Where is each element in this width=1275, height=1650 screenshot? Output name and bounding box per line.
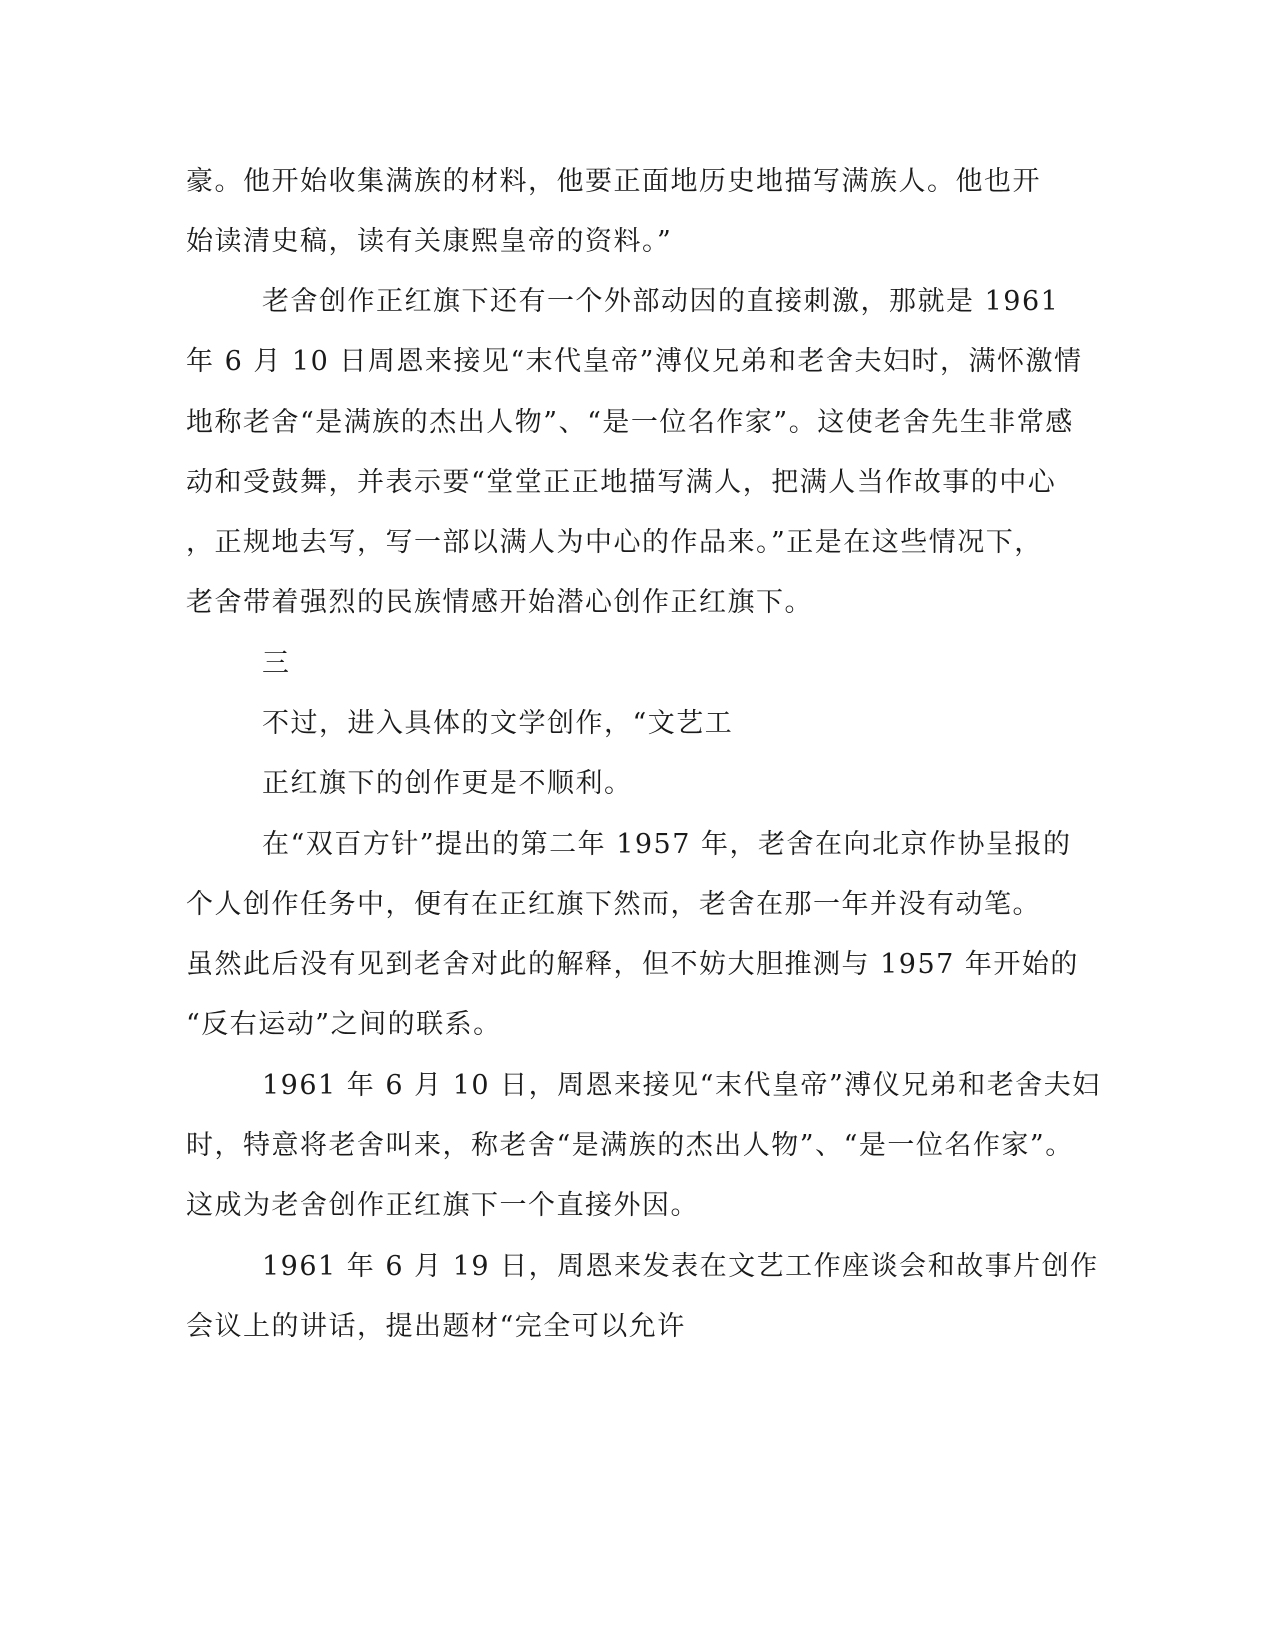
text-line [0, 1186, 1275, 1226]
text-line [0, 945, 1275, 985]
line-text: 老舍带着强烈的民族情感开始潜心创作正红旗下。 [186, 587, 813, 618]
text-line [0, 1005, 1275, 1045]
text-line [0, 1307, 1275, 1347]
line-text: 1961 年 6 月 10 日，周恩来接见“末代皇帝”溥仪兄弟和老舍夫妇 [262, 1070, 1101, 1101]
line-text: 正红旗下的创作更是不顺利。 [262, 768, 633, 799]
text-line [0, 764, 1275, 804]
text-line [0, 704, 1275, 744]
line-text: 老舍创作正红旗下还有一个外部动因的直接刺激，那就是 1961 [262, 286, 1060, 317]
line-text: 始读清史稿，读有关康熙皇帝的资料。” [186, 226, 673, 257]
text-line [0, 162, 1275, 202]
text-line [0, 825, 1275, 865]
text-line [0, 1066, 1275, 1106]
text-line [0, 523, 1275, 563]
line-text: 地称老舍“是满族的杰出人物”、“是一位名作家”。这使老舍先生非常感 [186, 407, 1074, 438]
text-line [0, 282, 1275, 322]
line-text: 时，特意将老舍叫来，称老舍“是满族的杰出人物”、“是一位名作家”。 [186, 1130, 1074, 1161]
text-line [0, 1126, 1275, 1166]
line-text: “反右运动”之间的联系。 [186, 1009, 502, 1040]
line-text: 个人创作任务中，便有在正红旗下然而，老舍在那一年并没有动笔。 [186, 889, 1041, 920]
line-text: 不过，进入具体的文学创作，“文艺工 [262, 708, 734, 739]
text-line [0, 583, 1275, 623]
line-text: 在“双百方针”提出的第二年 1957 年，老舍在向北京作协呈报的 [262, 829, 1072, 860]
section-heading-text: 三 [262, 648, 291, 679]
text-line [0, 342, 1275, 382]
line-text: 豪。他开始收集满族的材料，他要正面地历史地描写满族人。他也开 [186, 166, 1041, 197]
text-line [0, 885, 1275, 925]
line-text: 会议上的讲话，提出题材“完全可以允许 [186, 1311, 686, 1342]
line-text: 1961 年 6 月 19 日，周恩来发表在文艺工作座谈会和故事片创作 [262, 1251, 1099, 1282]
text-line [0, 463, 1275, 503]
line-text: 动和受鼓舞，并表示要“堂堂正正地描写满人，把满人当作故事的中心 [186, 467, 1057, 498]
line-text: 虽然此后没有见到老舍对此的解释，但不妨大胆推测与 1957 年开始的 [186, 949, 1079, 980]
text-line [0, 403, 1275, 443]
section-heading [0, 644, 1275, 684]
text-line [0, 1247, 1275, 1287]
text-line [0, 222, 1275, 262]
line-text: 年 6 月 10 日周恩来接见“末代皇帝”溥仪兄弟和老舍夫妇时，满怀激情 [186, 346, 1083, 377]
line-text: ，正规地去写，写一部以满人为中心的作品来。”正是在这些情况下， [186, 527, 1043, 558]
line-text: 这成为老舍创作正红旗下一个直接外因。 [186, 1190, 699, 1221]
